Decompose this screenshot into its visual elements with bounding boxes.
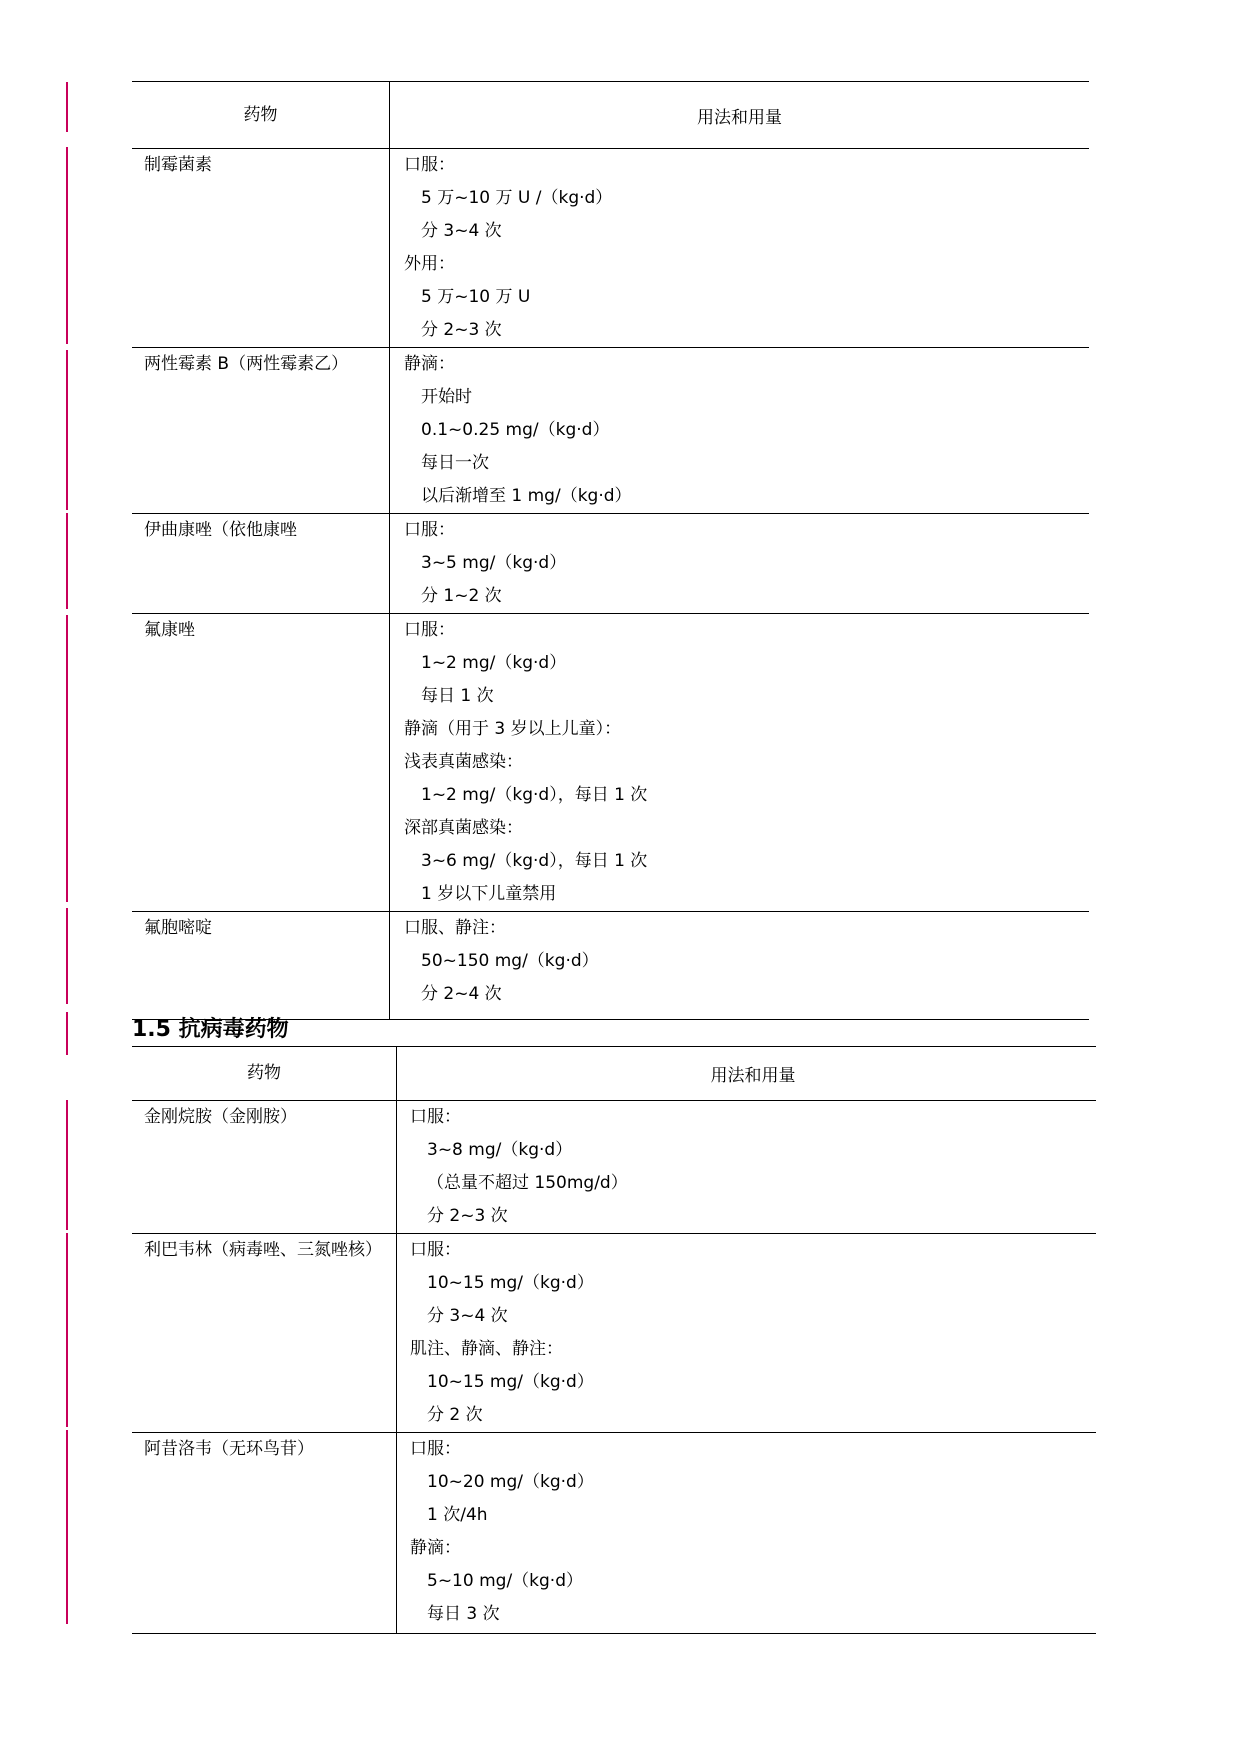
dosage-line: 5 万~10 万 U — [421, 287, 531, 307]
antifungal-dosage-table — [132, 81, 1089, 1020]
table-row — [132, 514, 1089, 614]
section-heading: 1.5 抗病毒药物 — [132, 1017, 289, 1042]
dosage-line: 1 岁以下儿童禁用 — [421, 884, 557, 904]
route-label: 外用： — [404, 254, 455, 274]
dosage-line: 每日 1 次 — [421, 686, 494, 706]
change-bar — [66, 513, 68, 609]
route-label: 口服： — [404, 620, 455, 640]
dosage-line: 分 3~4 次 — [427, 1306, 508, 1326]
dosage-line: 5~10 mg/（kg·d） — [427, 1571, 584, 1591]
table-header-row — [132, 82, 1089, 149]
dosage-cell — [389, 348, 1089, 513]
dosage-line: 50~150 mg/（kg·d） — [421, 951, 599, 971]
change-bar — [66, 1012, 68, 1055]
dosage-cell — [389, 614, 1089, 911]
drug-name-cell: 氟康唑 — [144, 620, 195, 640]
drug-name-cell: 伊曲康唑（依他康唑 — [144, 520, 297, 540]
dosage-line: 分 2 次 — [427, 1405, 483, 1425]
dosage-line: 3~6 mg/（kg·d），每日 1 次 — [421, 851, 648, 871]
dosage-line: 1~2 mg/（kg·d），每日 1 次 — [421, 785, 648, 805]
change-bar — [66, 350, 68, 510]
dosage-line: 分 2~3 次 — [427, 1206, 508, 1226]
drug-column-header: 药物 — [247, 1063, 281, 1083]
dosage-line: （总量不超过 150mg/d） — [427, 1173, 628, 1193]
dosage-line: 分 3~4 次 — [421, 221, 502, 241]
dosage-cell — [389, 149, 1089, 347]
route-label: 静滴（用于 3 岁以上儿童）： — [404, 719, 622, 739]
dosage-cell — [389, 912, 1089, 1019]
table-row — [132, 1234, 1096, 1433]
change-bar — [66, 1100, 68, 1230]
change-bar — [66, 615, 68, 902]
route-label: 口服： — [404, 155, 455, 175]
dosage-cell — [396, 1433, 1096, 1633]
drug-name-cell: 氟胞嘧啶 — [144, 918, 212, 938]
dosage-line: 1 次/4h — [427, 1505, 488, 1525]
dosage-line: 0.1~0.25 mg/（kg·d） — [421, 420, 610, 440]
route-label: 静滴： — [404, 354, 455, 374]
drug-name-cell: 阿昔洛韦（无环鸟苷） — [144, 1439, 314, 1459]
table-row — [132, 912, 1089, 1020]
route-label: 静滴： — [410, 1538, 461, 1558]
table-row — [132, 1433, 1096, 1634]
route-label: 口服、静注： — [404, 918, 506, 938]
route-label: 口服： — [410, 1240, 461, 1260]
table-row — [132, 1101, 1096, 1234]
table-row — [132, 149, 1089, 348]
route-label: 口服： — [410, 1107, 461, 1127]
table-row — [132, 614, 1089, 912]
dosage-line: 5 万~10 万 U /（kg·d） — [421, 188, 613, 208]
route-label: 深部真菌感染： — [404, 818, 523, 838]
drug-name-cell: 两性霉素 B（两性霉素乙） — [144, 354, 349, 374]
dosage-cell — [396, 1101, 1096, 1233]
drug-name-cell: 金刚烷胺（金刚胺） — [144, 1107, 297, 1127]
change-bar — [66, 1233, 68, 1427]
dosage-line: 分 2~3 次 — [421, 320, 502, 340]
dosage-line: 每日一次 — [421, 453, 489, 473]
dosage-line: 10~15 mg/（kg·d） — [427, 1273, 594, 1293]
dosage-cell — [389, 514, 1089, 613]
drug-name-cell: 利巴韦林（病毒唑、三氮唑核） — [144, 1240, 382, 1260]
route-label: 口服： — [404, 520, 455, 540]
drug-name-cell: 制霉菌素 — [144, 155, 212, 175]
route-label: 口服： — [410, 1439, 461, 1459]
change-bar — [66, 908, 68, 1004]
route-label: 肌注、静滴、静注： — [410, 1339, 563, 1359]
change-bar — [66, 1430, 68, 1624]
dosage-line: 分 2~4 次 — [421, 984, 502, 1004]
table-header-row — [132, 1047, 1096, 1101]
dosage-cell — [396, 1234, 1096, 1432]
route-label: 浅表真菌感染： — [404, 752, 523, 772]
change-bar — [66, 82, 68, 132]
dosage-line: 开始时 — [421, 387, 472, 407]
table-row — [132, 348, 1089, 514]
usage-column-header: 用法和用量 — [389, 82, 1089, 148]
dosage-line: 以后渐增至 1 mg/（kg·d） — [421, 486, 632, 506]
dosage-line: 3~8 mg/（kg·d） — [427, 1140, 573, 1160]
change-bar — [66, 147, 68, 344]
drug-column-header: 药物 — [243, 104, 278, 125]
dosage-line: 3~5 mg/（kg·d） — [421, 553, 567, 573]
dosage-line: 每日 3 次 — [427, 1604, 500, 1624]
usage-column-header: 用法和用量 — [396, 1047, 1096, 1100]
dosage-line: 1~2 mg/（kg·d） — [421, 653, 567, 673]
dosage-line: 10~15 mg/（kg·d） — [427, 1372, 594, 1392]
antiviral-dosage-table — [132, 1046, 1096, 1634]
dosage-line: 10~20 mg/（kg·d） — [427, 1472, 594, 1492]
dosage-line: 分 1~2 次 — [421, 586, 502, 606]
